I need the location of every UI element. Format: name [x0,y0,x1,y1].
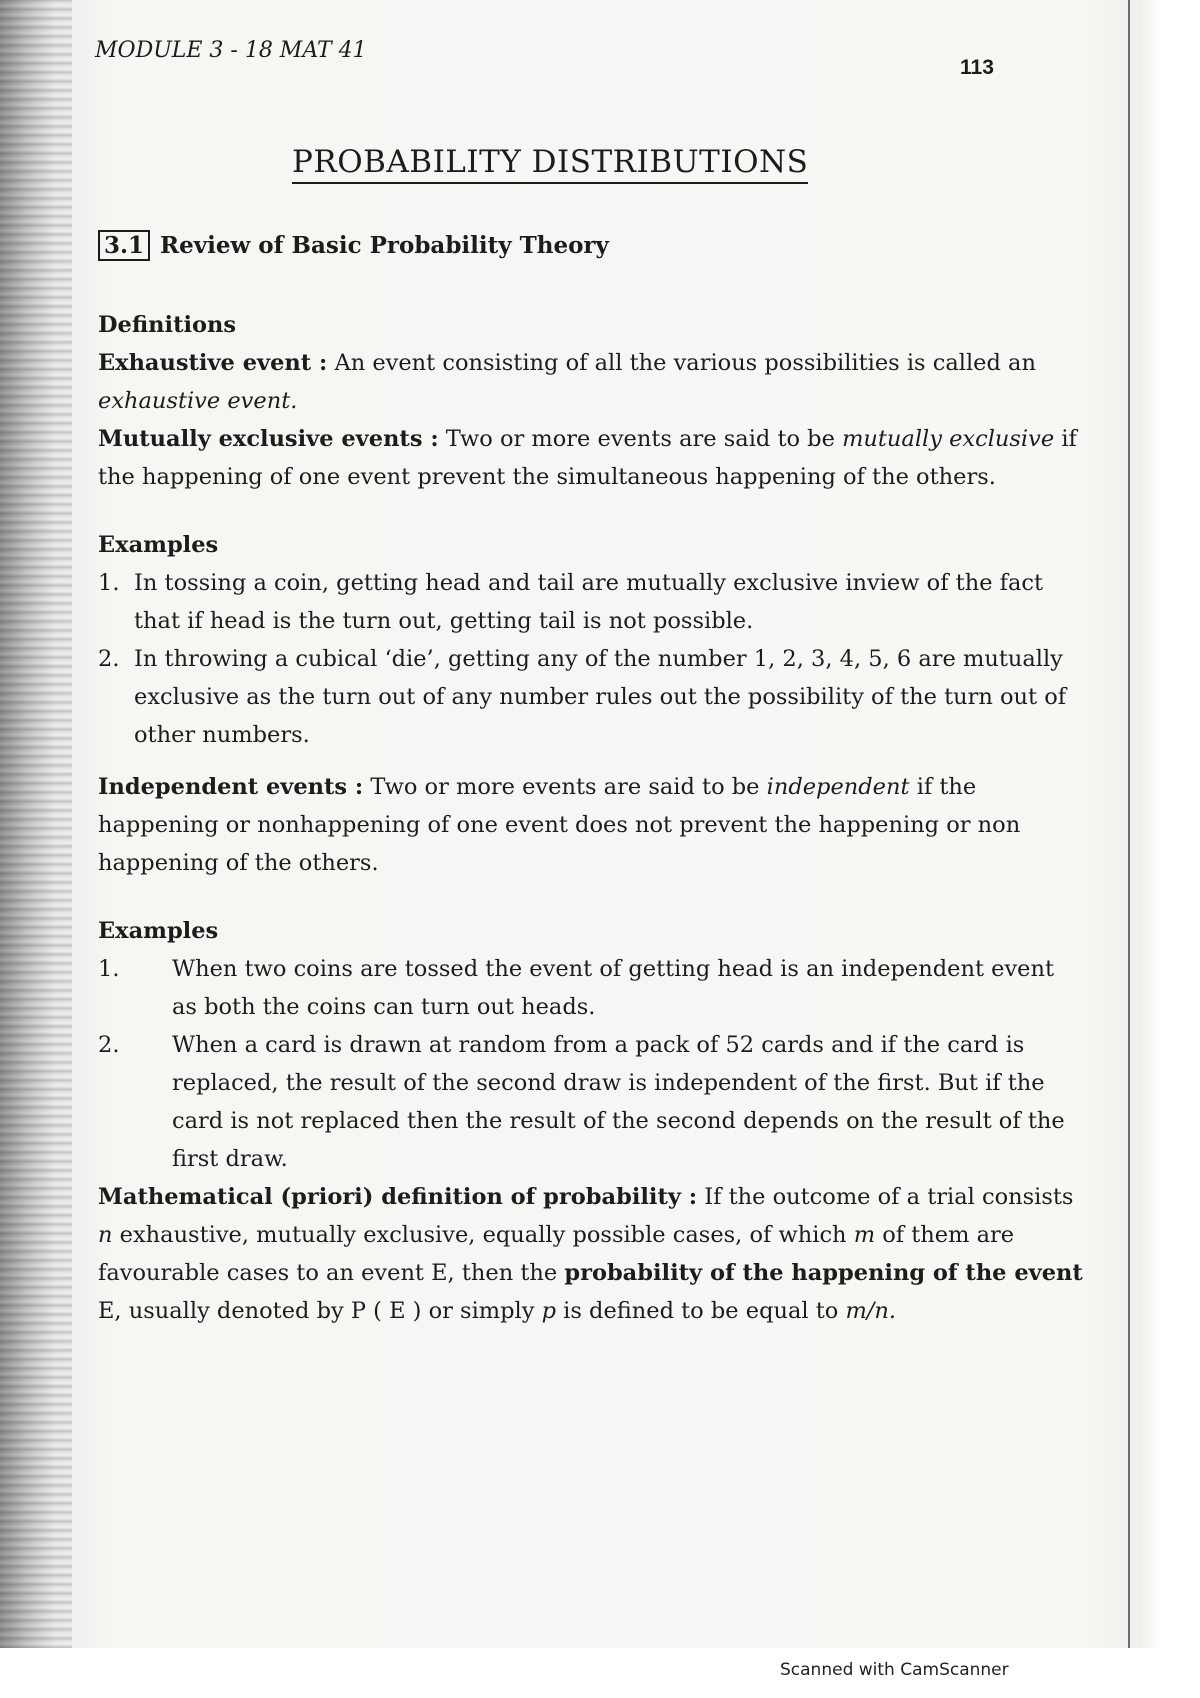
list-item [98,564,1083,640]
examples-heading-2: Examples [98,918,219,944]
list-item [98,640,1083,754]
list-item-text: In tossing a coin, getting head and tail are mutually exclusive inview of the fact that if head is the turn out, getting tail is not possible. [134,570,1044,634]
mutually-exclusive-text-end: if the happening of one event prevent the simultaneous happening of the others. [98,426,1077,490]
mutually-exclusive-definition [98,420,1083,496]
list-item-text: When two coins are tossed the event of getting head is an independent event as both the coins can turn out heads. [172,956,1055,1020]
independent-term: independent [766,774,910,800]
list-item-number: 2. [98,646,120,672]
definitions-heading: Definitions [98,312,237,338]
list-item-text: When a card is drawn at random from a pack of 52 cards and if the card is replaced, the result of the second draw is independent of the first. But if the card is not replaced then the result of the second depends on the result of the first draw. [172,1032,1065,1172]
variable-p: p [541,1298,556,1324]
list-item-text: In throwing a cubical ‘die’, getting any of the number 1, 2, 3, 4, 5, 6 are mutually exclusive as the turn out of any number rules out the possibility of the turn out of other numbers. [134,646,1067,748]
mathematical-bold-phrase: probability of the happening of the event [564,1260,1083,1286]
examples-list-1 [98,564,1083,754]
scanner-watermark: Scanned with CamScanner [780,1660,1009,1680]
mathematical-text: If the outcome of a trial consists [704,1184,1074,1210]
list-item-number: 1. [98,570,120,596]
list-item-number: 1. [98,956,120,982]
page-number: 113 [960,56,994,79]
page-title: PROBABILITY DISTRIBUTIONS [292,144,808,184]
mathematical-text: is defined to be equal to [563,1298,839,1324]
mathematical-definition [98,1178,1083,1330]
mutually-exclusive-label: Mutually exclusive events : [98,426,439,452]
mathematical-text: of them are favourable cases to an event E, then the [98,1222,1015,1286]
body-text [98,306,1083,1330]
running-header: MODULE 3 - 18 MAT 41 [95,38,367,63]
mutually-exclusive-term: mutually exclusive [842,426,1055,452]
section-title: Review of Basic Probability Theory [160,232,609,259]
list-item [98,1026,1083,1178]
exhaustive-label: Exhaustive event : [98,350,328,376]
mathematical-text: E, usually denoted by P ( E ) or simply [98,1298,535,1324]
independent-text: Two or more events are said to be [370,774,760,800]
independent-definition [98,768,1083,882]
mathematical-text: exhaustive, mutually exclusive, equally possible cases, of which [119,1222,847,1248]
section-heading [98,232,609,259]
mathematical-label: Mathematical (priori) definition of probability : [98,1184,698,1210]
list-item-number: 2. [98,1032,120,1058]
independent-text-end: if the happening or nonhappening of one event does not prevent the happening or non happening of the others. [98,774,1021,876]
scan-bottom-margin [0,1648,1200,1698]
section-number: 3.1 [98,230,150,261]
variable-n: n [98,1222,113,1248]
examples-list-2 [98,950,1083,1178]
exhaustive-definition [98,344,1083,420]
examples-heading-1: Examples [98,532,219,558]
mutually-exclusive-text: Two or more events are said to be [445,426,835,452]
list-item [98,950,1083,1026]
exhaustive-term: exhaustive event. [98,388,298,414]
ratio-m-over-n: m/n. [845,1298,897,1324]
independent-label: Independent events : [98,774,364,800]
exhaustive-text: An event consisting of all the various possibilities is called an [334,350,1036,376]
variable-m: m [853,1222,876,1248]
page-edge [1128,0,1130,1650]
book-binding-shadow [0,0,72,1698]
